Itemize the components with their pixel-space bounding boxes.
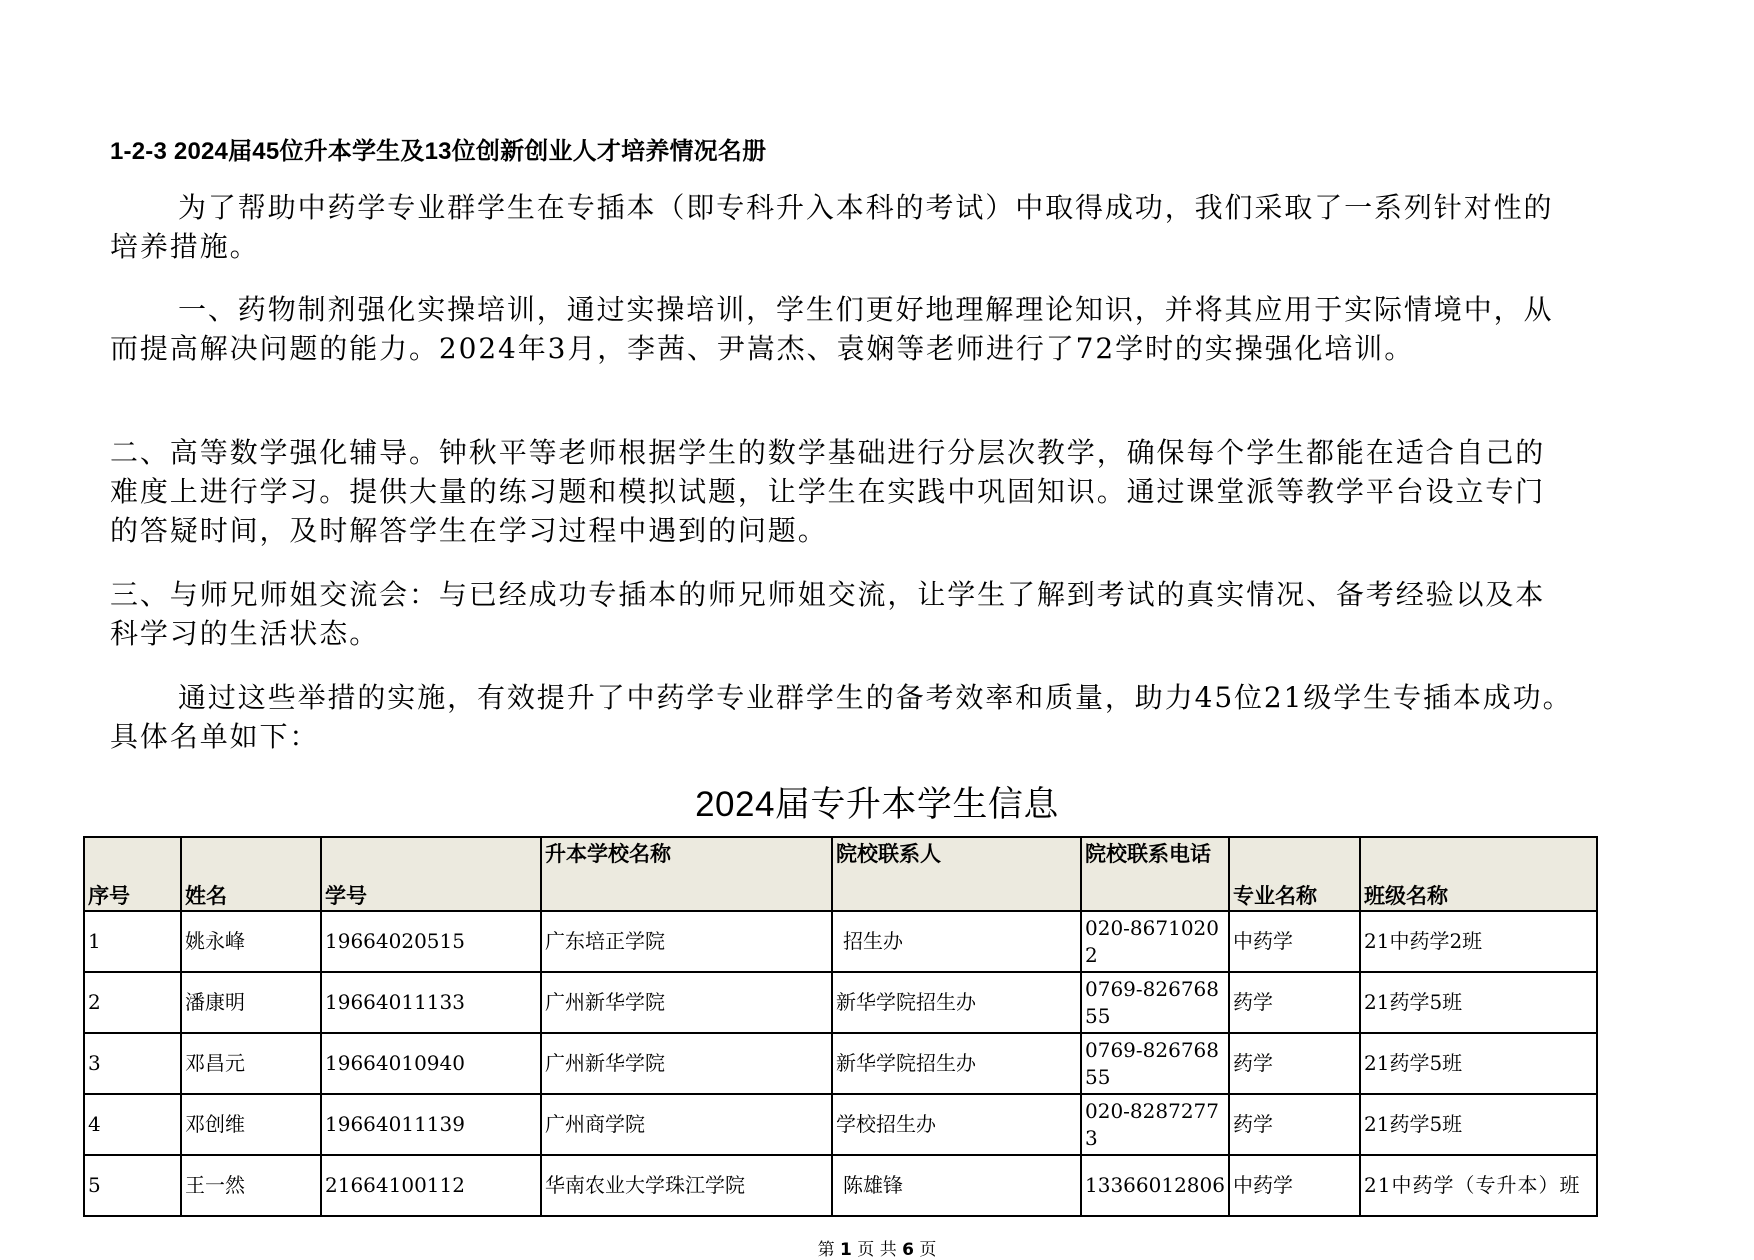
cell-phone: 020-86710202 — [1081, 911, 1229, 972]
table-row — [84, 1033, 1597, 1094]
header-student-id: 学号 — [321, 837, 541, 911]
cell-school: 广州新华学院 — [541, 1033, 832, 1094]
cell-student-id: 19664011139 — [321, 1094, 541, 1155]
cell-contact: 学校招生办 — [832, 1094, 1081, 1155]
table-row — [84, 1094, 1597, 1155]
footer-total-pages: 6 — [902, 1240, 914, 1260]
cell-phone: 13366012806 — [1081, 1155, 1229, 1216]
table-title: 2024届专升本学生信息 — [695, 785, 1059, 824]
cell-class: 21药学5班 — [1360, 1033, 1597, 1094]
cell-name: 邓昌元 — [181, 1033, 321, 1094]
cell-contact: 陈雄锋 — [832, 1155, 1081, 1216]
table-row — [84, 972, 1597, 1033]
cell-class: 21药学5班 — [1360, 1094, 1597, 1155]
cell-class: 21中药学（专升本）班 — [1360, 1155, 1597, 1216]
student-info-table — [83, 836, 1598, 1217]
table-row — [84, 911, 1597, 972]
cell-major: 中药学 — [1229, 911, 1360, 972]
cell-student-id: 19664010940 — [321, 1033, 541, 1094]
header-class: 班级名称 — [1360, 837, 1597, 911]
cell-contact: 新华学院招生办 — [832, 972, 1081, 1033]
cell-contact: 招生办 — [832, 911, 1081, 972]
measure-paragraph-math-tutoring: 二、高等数学强化辅导。钟秋平等老师根据学生的数学基础进行分层次教学，确保每个学生都能在适合自己的难度上进行学习。提供大量的练习题和模拟试题，让学生在实践中巩固知识。通过课堂派等教学平台设立专门的答疑时间，及时解答学生在学习过程中遇到的问题。 — [110, 436, 1546, 547]
cell-phone: 0769-82676855 — [1081, 972, 1229, 1033]
cell-contact: 新华学院招生办 — [832, 1033, 1081, 1094]
measure-paragraph-alumni-exchange: 三、与师兄师姐交流会：与已经成功专插本的师兄师姐交流，让学生了解到考试的真实情况、备考经验以及本科学习的生活状态。 — [110, 578, 1546, 650]
header-contact: 院校联系人 — [832, 837, 1081, 911]
table-header-row — [84, 837, 1597, 911]
cell-major: 药学 — [1229, 972, 1360, 1033]
cell-index: 4 — [84, 1094, 181, 1155]
page-footer — [0, 1235, 1754, 1260]
cell-major: 药学 — [1229, 1033, 1360, 1094]
footer-suffix: 页 — [919, 1240, 937, 1260]
header-school: 升本学校名称 — [541, 837, 832, 911]
cell-student-id: 19664011133 — [321, 972, 541, 1033]
cell-index: 2 — [84, 972, 181, 1033]
header-major: 专业名称 — [1229, 837, 1360, 911]
cell-school: 广东培正学院 — [541, 911, 832, 972]
cell-school: 广州商学院 — [541, 1094, 832, 1155]
cell-phone: 020-82872773 — [1081, 1094, 1229, 1155]
footer-middle: 页 共 — [857, 1240, 897, 1260]
intro-paragraph: 为了帮助中药学专业群学生在专插本（即专科升入本科的考试）中取得成功，我们采取了一系列针对性的培养措施。 — [110, 191, 1554, 263]
footer-page-number: 1 — [840, 1240, 852, 1260]
cell-phone: 0769-82676855 — [1081, 1033, 1229, 1094]
cell-name: 姚永峰 — [181, 911, 321, 972]
header-phone: 院校联系电话 — [1081, 837, 1229, 911]
cell-index: 5 — [84, 1155, 181, 1216]
cell-class: 21中药学2班 — [1360, 911, 1597, 972]
cell-index: 1 — [84, 911, 181, 972]
table-row — [84, 1155, 1597, 1216]
footer-prefix: 第 — [817, 1240, 835, 1260]
header-index: 序号 — [84, 837, 181, 911]
cell-student-id: 19664020515 — [321, 911, 541, 972]
cell-school: 华南农业大学珠江学院 — [541, 1155, 832, 1216]
measure-paragraph-practical-training: 一、药物制剂强化实操培训，通过实操培训，学生们更好地理解理论知识，并将其应用于实际情境中，从而提高解决问题的能力。2024年3月，李茜、尹嵩杰、袁娴等老师进行了72学时的实操强化培训。 — [110, 293, 1554, 365]
cell-major: 中药学 — [1229, 1155, 1360, 1216]
conclusion-paragraph: 通过这些举措的实施，有效提升了中药学专业群学生的备考效率和质量，助力45位21级学生专插本成功。具体名单如下： — [110, 681, 1573, 753]
cell-name: 邓创维 — [181, 1094, 321, 1155]
cell-index: 3 — [84, 1033, 181, 1094]
cell-name: 潘康明 — [181, 972, 321, 1033]
section-heading: 1-2-3 2024届45位升本学生及13位创新创业人才培养情况名册 — [110, 138, 767, 165]
cell-school: 广州新华学院 — [541, 972, 832, 1033]
cell-name: 王一然 — [181, 1155, 321, 1216]
cell-major: 药学 — [1229, 1094, 1360, 1155]
cell-class: 21药学5班 — [1360, 972, 1597, 1033]
cell-student-id: 21664100112 — [321, 1155, 541, 1216]
header-name: 姓名 — [181, 837, 321, 911]
